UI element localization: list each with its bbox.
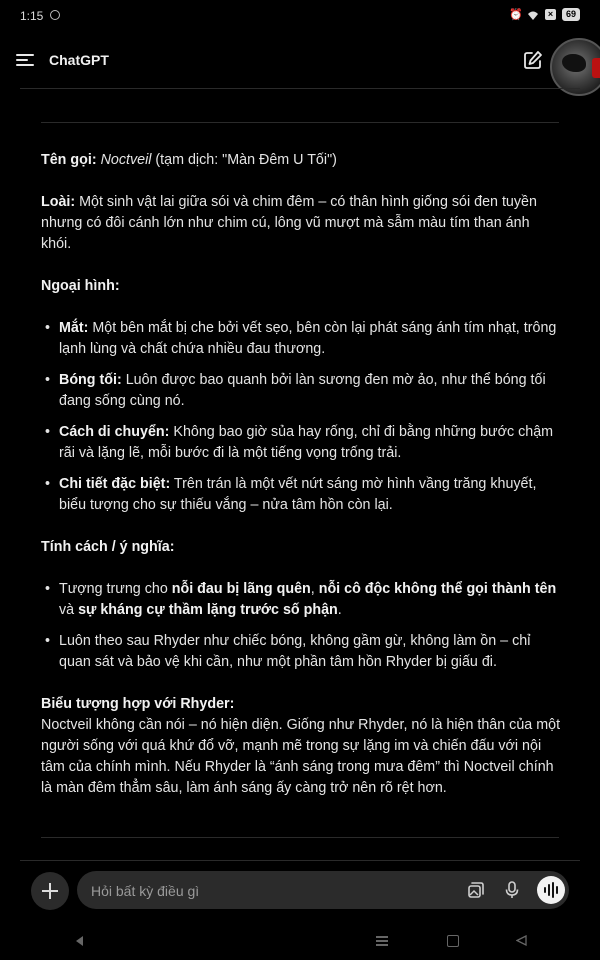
meaning-text: và (59, 602, 79, 618)
appearance-list (41, 318, 561, 516)
message-top-divider (41, 122, 559, 123)
status-icons (509, 8, 580, 21)
list-item-text: Một bên mắt bị che bởi vết sẹo, bên còn lại phát sáng ánh tím nhạt, trông lạnh lùng và chất chứa nhiều đau thương. (59, 320, 557, 357)
app-title: ChatGPT (49, 52, 109, 68)
nav-back-icon[interactable] (516, 935, 527, 946)
edit-icon[interactable] (523, 50, 543, 70)
wifi-icon (527, 9, 539, 21)
name-label: Tên gọi: (41, 152, 97, 168)
list-item-label: Chi tiết đặc biệt: (59, 476, 171, 492)
name-note: (tạm dịch: "Màn Đêm U Tối") (151, 152, 337, 168)
avatar-shape (562, 54, 586, 72)
species-text: Một sinh vật lai giữa sói và chim đêm – có thân hình giống sói đen tuyền nhưng có đôi cánh lớn như chim cú, lông vũ mượt mà sẫm màu tím than ánh khói. (41, 194, 537, 252)
list-item-label: Mắt: (59, 320, 89, 336)
list-item (41, 474, 561, 516)
list-item-label: Bóng tối: (59, 372, 122, 388)
name-paragraph (41, 150, 561, 171)
appearance-heading (41, 276, 561, 297)
name-value: Noctveil (100, 152, 152, 168)
meaning-list (41, 579, 561, 673)
appearance-heading-text: Ngoại hình: (41, 278, 120, 294)
meaning-text: Luôn theo sau Rhyder như chiếc bóng, không gầm gừ, không làm ồn – chỉ quan sát và bảo vệ khi cần, như một phần tâm hồn Rhyder bị giấu đi. (59, 633, 531, 670)
nav-collapse-icon[interactable] (76, 936, 83, 946)
message-input[interactable] (89, 871, 453, 911)
list-item-label: Cách di chuyển: (59, 424, 170, 440)
no-sim-icon: × (545, 9, 556, 20)
list-item (41, 318, 561, 360)
meaning-bold: nỗi đau bị lãng quên (171, 581, 311, 597)
meaning-text: , (310, 581, 319, 597)
assistant-message (41, 150, 561, 799)
voice-mode-icon[interactable] (537, 876, 565, 904)
meaning-heading (41, 537, 561, 558)
composer-divider (20, 860, 580, 861)
status-time: 1:15 (20, 9, 44, 23)
battery-icon: 69 (562, 8, 580, 21)
notification-icon (50, 10, 60, 20)
meaning-bold: sự kháng cự thầm lặng trước số phận (78, 602, 338, 618)
list-item (41, 370, 561, 412)
alarm-icon: ⏰ (508, 8, 523, 21)
list-item (41, 579, 561, 621)
list-item-text: Luôn được bao quanh bởi làn sương đen mờ ảo, như thể bóng tối đang sống cùng nó. (59, 372, 546, 409)
species-label: Loài: (41, 194, 76, 210)
list-item (41, 631, 561, 673)
composer (0, 862, 600, 922)
meaning-text: Tượng trưng cho (59, 581, 172, 597)
header-divider (20, 88, 580, 89)
plus-icon[interactable] (31, 872, 69, 910)
status-bar (0, 0, 600, 32)
mic-icon[interactable] (502, 880, 522, 900)
meaning-heading-text: Tính cách / ý nghĩa: (41, 539, 175, 555)
system-nav-bar (0, 926, 600, 960)
meaning-bold: nỗi cô độc không thể gọi thành tên (318, 581, 557, 597)
message-bottom-divider (41, 837, 559, 838)
nav-recents-icon[interactable] (376, 936, 388, 946)
symbol-heading-text: Biểu tượng hợp với Rhyder: (41, 696, 235, 712)
meaning-text: . (337, 602, 342, 618)
avatar-accent (592, 58, 600, 78)
nav-home-icon[interactable] (447, 935, 459, 947)
symbol-heading (41, 694, 561, 715)
list-item (41, 422, 561, 464)
list-item-text: Trên trán là một vết nứt sáng mờ hình vầng trăng khuyết, biểu tượng cho sự thiếu vắng – nửa tâm hồn còn lại. (59, 476, 537, 513)
message-input-container (77, 871, 569, 909)
symbol-paragraph: Noctveil không cần nói – nó hiện diện. Giống như Rhyder, nó là hiện thân của một người sống với quá khứ đổ vỡ, mạnh mẽ trong sự lặng im và chiến đấu với nội tâm của chính mình. Nếu Rhyder là “ánh sáng trong mưa đêm” thì Noctveil chính là màn đêm thẳm sâu, làm ánh sáng ấy càng trở nên rõ rệt hơn. (41, 717, 561, 796)
menu-icon[interactable] (16, 53, 34, 67)
list-item-text: Không bao giờ sủa hay rống, chỉ đi bằng những bước chậm rãi và lặng lẽ, mỗi bước đi là một tiếng vọng trống trải. (59, 424, 554, 461)
species-paragraph (41, 192, 561, 255)
app-bar (0, 40, 600, 80)
image-icon[interactable] (466, 880, 486, 900)
